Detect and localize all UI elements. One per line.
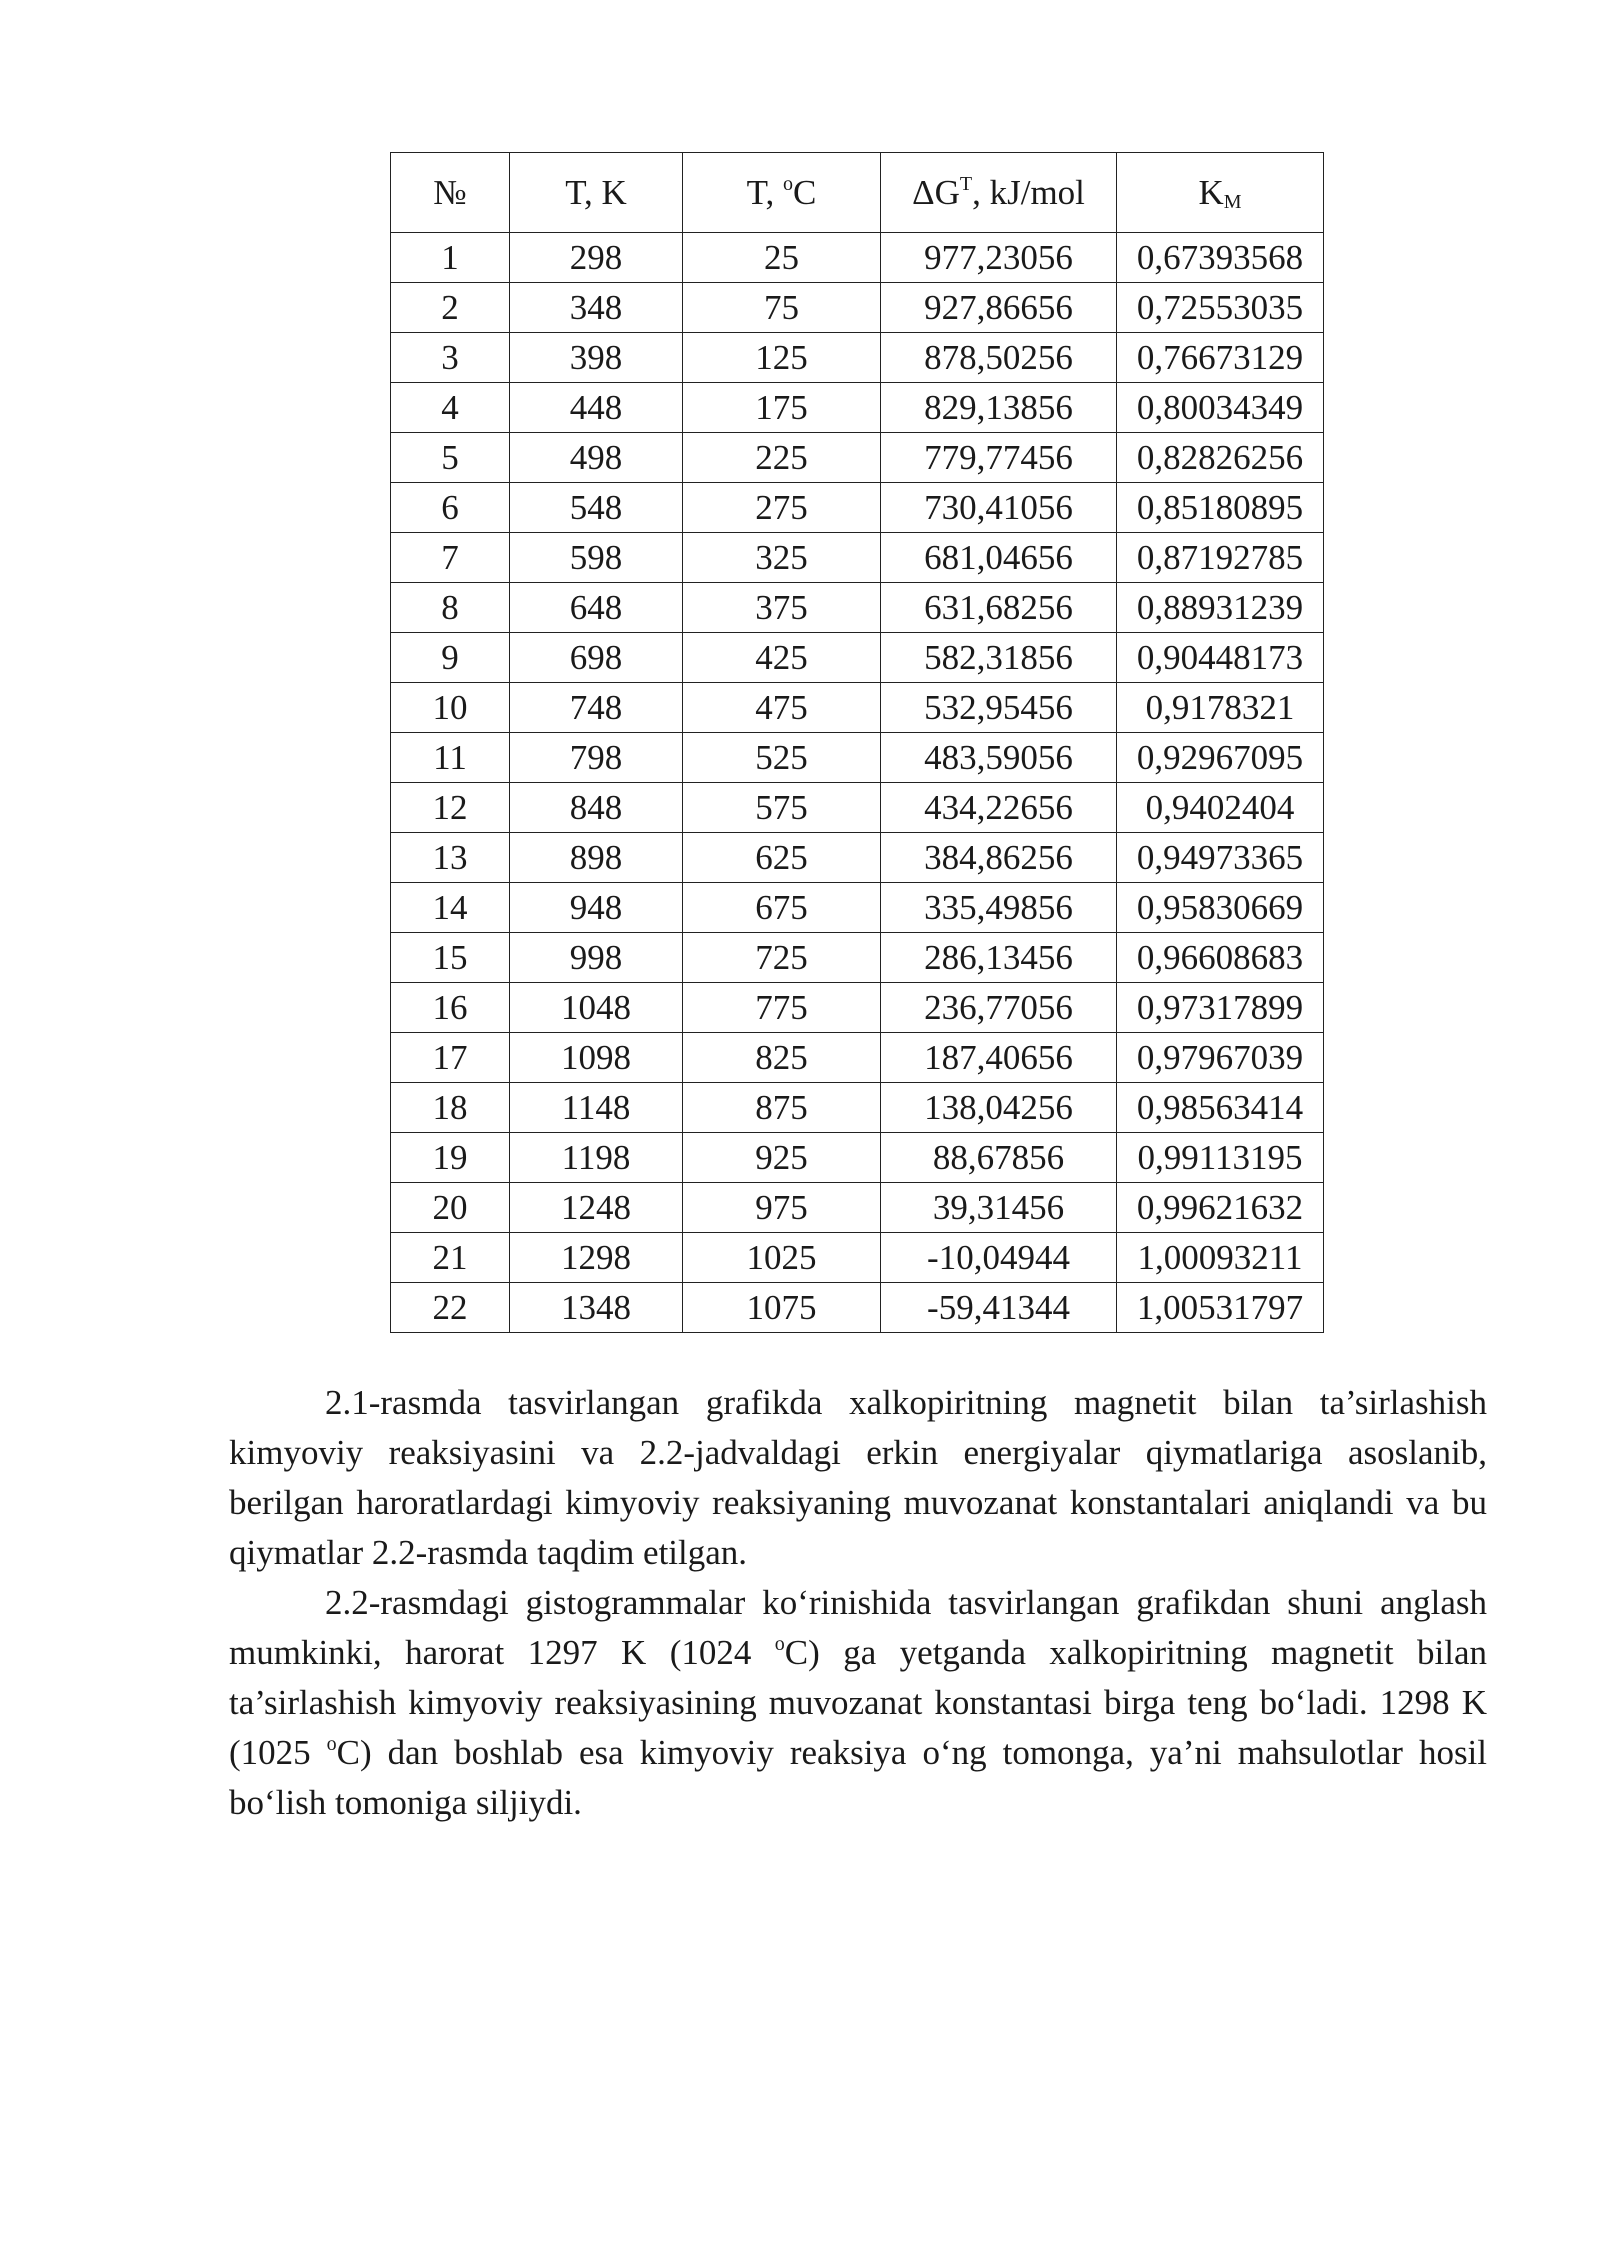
- cell-temperature-kelvin: 898: [510, 833, 683, 883]
- cell-temperature-celsius: 575: [683, 783, 881, 833]
- cell-equilibrium-constant: 0,97317899: [1117, 983, 1324, 1033]
- cell-temperature-kelvin: 348: [510, 283, 683, 333]
- cell-equilibrium-constant: 0,87192785: [1117, 533, 1324, 583]
- cell-equilibrium-constant: 0,98563414: [1117, 1083, 1324, 1133]
- cell-number: 3: [391, 333, 510, 383]
- table-row: [391, 983, 1324, 1033]
- cell-temperature-kelvin: 548: [510, 483, 683, 533]
- cell-temperature-celsius: 925: [683, 1133, 881, 1183]
- table-row: [391, 283, 1324, 333]
- cell-equilibrium-constant: 0,9178321: [1117, 683, 1324, 733]
- cell-gibbs-energy: 286,13456: [881, 933, 1117, 983]
- cell-number: 16: [391, 983, 510, 1033]
- cell-number: 10: [391, 683, 510, 733]
- table-header-row: [391, 153, 1324, 233]
- cell-temperature-kelvin: 698: [510, 633, 683, 683]
- header-tc-suffix: C: [792, 172, 817, 212]
- table-row: [391, 933, 1324, 983]
- header-dg-suffix: , kJ/mol: [972, 172, 1085, 212]
- cell-number: 7: [391, 533, 510, 583]
- cell-gibbs-energy: 582,31856: [881, 633, 1117, 683]
- cell-temperature-celsius: 325: [683, 533, 881, 583]
- header-km-main: K: [1198, 172, 1224, 212]
- cell-temperature-celsius: 125: [683, 333, 881, 383]
- cell-temperature-kelvin: 998: [510, 933, 683, 983]
- cell-gibbs-energy: 39,31456: [881, 1183, 1117, 1233]
- table-row: [391, 233, 1324, 283]
- table-row: [391, 1183, 1324, 1233]
- table-row: [391, 633, 1324, 683]
- cell-gibbs-energy: 335,49856: [881, 883, 1117, 933]
- cell-gibbs-energy: 829,13856: [881, 383, 1117, 433]
- cell-temperature-kelvin: 448: [510, 383, 683, 433]
- header-tc-degree: o: [782, 172, 793, 195]
- table-row: [391, 733, 1324, 783]
- cell-gibbs-energy: 681,04656: [881, 533, 1117, 583]
- cell-gibbs-energy: 532,95456: [881, 683, 1117, 733]
- cell-equilibrium-constant: 0,67393568: [1117, 233, 1324, 283]
- cell-temperature-kelvin: 748: [510, 683, 683, 733]
- table-row: [391, 433, 1324, 483]
- cell-number: 8: [391, 583, 510, 633]
- table-header: [391, 153, 1324, 233]
- cell-equilibrium-constant: 0,82826256: [1117, 433, 1324, 483]
- cell-temperature-celsius: 1075: [683, 1283, 881, 1333]
- table-row: [391, 1083, 1324, 1133]
- table-body: [391, 233, 1324, 1333]
- cell-equilibrium-constant: 0,80034349: [1117, 383, 1324, 433]
- cell-number: 11: [391, 733, 510, 783]
- table-row: [391, 583, 1324, 633]
- cell-temperature-kelvin: 598: [510, 533, 683, 583]
- cell-temperature-celsius: 275: [683, 483, 881, 533]
- cell-number: 2: [391, 283, 510, 333]
- cell-gibbs-energy: 631,68256: [881, 583, 1117, 633]
- header-dg-prefix: ΔG: [912, 172, 960, 212]
- cell-number: 17: [391, 1033, 510, 1083]
- paragraph-1-block: [229, 1378, 1487, 1578]
- cell-gibbs-energy: 927,86656: [881, 283, 1117, 333]
- table-row: [391, 533, 1324, 583]
- cell-temperature-celsius: 75: [683, 283, 881, 333]
- cell-equilibrium-constant: 0,88931239: [1117, 583, 1324, 633]
- cell-gibbs-energy: 88,67856: [881, 1133, 1117, 1183]
- cell-equilibrium-constant: 0,96608683: [1117, 933, 1324, 983]
- cell-temperature-kelvin: 948: [510, 883, 683, 933]
- cell-equilibrium-constant: 0,97967039: [1117, 1033, 1324, 1083]
- cell-equilibrium-constant: 0,99113195: [1117, 1133, 1324, 1183]
- header-temperature-kelvin: T, K: [510, 153, 683, 233]
- cell-equilibrium-constant: 0,85180895: [1117, 483, 1324, 533]
- table-row: [391, 833, 1324, 883]
- cell-temperature-celsius: 425: [683, 633, 881, 683]
- header-number: №: [391, 153, 510, 233]
- paragraph-2: [229, 1578, 1487, 1828]
- table-row: [391, 783, 1324, 833]
- cell-temperature-celsius: 25: [683, 233, 881, 283]
- table-row: [391, 883, 1324, 933]
- cell-temperature-kelvin: 1248: [510, 1183, 683, 1233]
- cell-number: 6: [391, 483, 510, 533]
- cell-temperature-kelvin: 1098: [510, 1033, 683, 1083]
- cell-equilibrium-constant: 0,94973365: [1117, 833, 1324, 883]
- cell-equilibrium-constant: 0,72553035: [1117, 283, 1324, 333]
- cell-temperature-kelvin: 1198: [510, 1133, 683, 1183]
- cell-number: 5: [391, 433, 510, 483]
- cell-gibbs-energy: 236,77056: [881, 983, 1117, 1033]
- table-row: [391, 683, 1324, 733]
- cell-number: 18: [391, 1083, 510, 1133]
- cell-gibbs-energy: 434,22656: [881, 783, 1117, 833]
- header-gibbs-energy: [881, 153, 1117, 233]
- table-row: [391, 1233, 1324, 1283]
- cell-temperature-celsius: 525: [683, 733, 881, 783]
- cell-gibbs-energy: 384,86256: [881, 833, 1117, 883]
- cell-number: 12: [391, 783, 510, 833]
- cell-temperature-celsius: 225: [683, 433, 881, 483]
- cell-gibbs-energy: 977,23056: [881, 233, 1117, 283]
- paragraph-2-block: [229, 1578, 1487, 1828]
- cell-number: 21: [391, 1233, 510, 1283]
- cell-equilibrium-constant: 1,00531797: [1117, 1283, 1324, 1333]
- cell-gibbs-energy: -59,41344: [881, 1283, 1117, 1333]
- header-temperature-celsius: [683, 153, 881, 233]
- cell-temperature-celsius: 775: [683, 983, 881, 1033]
- cell-number: 1: [391, 233, 510, 283]
- cell-temperature-celsius: 875: [683, 1083, 881, 1133]
- cell-temperature-kelvin: 1298: [510, 1233, 683, 1283]
- cell-number: 9: [391, 633, 510, 683]
- cell-gibbs-energy: 878,50256: [881, 333, 1117, 383]
- degree-sign-2: o: [326, 1733, 337, 1755]
- cell-gibbs-energy: -10,04944: [881, 1233, 1117, 1283]
- cell-temperature-celsius: 375: [683, 583, 881, 633]
- paragraph-2-part-3: C) dan boshlab esa kimyoviy reaksiya o‘ng tomonga, ya’ni mahsulotlar hosil bo‘lish tomoniga siljiydi.: [229, 1733, 1488, 1822]
- cell-temperature-kelvin: 498: [510, 433, 683, 483]
- cell-temperature-celsius: 975: [683, 1183, 881, 1233]
- table-row: [391, 1283, 1324, 1333]
- cell-temperature-celsius: 625: [683, 833, 881, 883]
- cell-number: 15: [391, 933, 510, 983]
- cell-equilibrium-constant: 0,76673129: [1117, 333, 1324, 383]
- cell-temperature-celsius: 175: [683, 383, 881, 433]
- cell-temperature-kelvin: 1348: [510, 1283, 683, 1333]
- cell-temperature-kelvin: 798: [510, 733, 683, 783]
- cell-gibbs-energy: 483,59056: [881, 733, 1117, 783]
- paragraph-2-part-2: C) ga yetganda xalkopiritning magnetit bilan ta’sirlashish kimyoviy reaksiyasining muvozanat konstantasi birga teng bo‘ladi. 1298 K (1025: [229, 1633, 1487, 1772]
- header-tc-prefix: T,: [746, 172, 783, 212]
- cell-gibbs-energy: 730,41056: [881, 483, 1117, 533]
- cell-temperature-kelvin: 1048: [510, 983, 683, 1033]
- cell-equilibrium-constant: 0,9402404: [1117, 783, 1324, 833]
- cell-equilibrium-constant: 1,00093211: [1117, 1233, 1324, 1283]
- cell-equilibrium-constant: 0,95830669: [1117, 883, 1324, 933]
- paragraph-1: 2.1-rasmda tasvirlangan grafikda xalkopiritning magnetit bilan ta’sirlashish kimyoviy reaksiyasini va 2.2-jadvaldagi erkin energiyalar qiymatlariga asoslanib, berilgan haroratlardagi kimyoviy reaksiyaning muvozanat konstantalari aniqlandi va bu qiymatlar 2.2-rasmda taqdim etilgan.: [229, 1383, 1487, 1572]
- header-dg-sup: T: [959, 172, 973, 195]
- cell-temperature-kelvin: 398: [510, 333, 683, 383]
- table-row: [391, 483, 1324, 533]
- cell-equilibrium-constant: 0,99621632: [1117, 1183, 1324, 1233]
- cell-number: 4: [391, 383, 510, 433]
- cell-temperature-kelvin: 1148: [510, 1083, 683, 1133]
- cell-temperature-kelvin: 648: [510, 583, 683, 633]
- cell-number: 14: [391, 883, 510, 933]
- cell-gibbs-energy: 138,04256: [881, 1083, 1117, 1133]
- cell-equilibrium-constant: 0,92967095: [1117, 733, 1324, 783]
- cell-number: 19: [391, 1133, 510, 1183]
- table-row: [391, 383, 1324, 433]
- cell-number: 13: [391, 833, 510, 883]
- header-equilibrium-constant: [1117, 153, 1324, 233]
- cell-temperature-celsius: 475: [683, 683, 881, 733]
- cell-temperature-celsius: 675: [683, 883, 881, 933]
- header-km-sub: M: [1223, 190, 1242, 213]
- paragraph-2-part-1: 2.2-rasmdagi gistogrammalar ko‘rinishida tasvirlangan grafikdan shuni anglash mumkinki, harorat 1297 K (1024: [229, 1583, 1487, 1672]
- cell-gibbs-energy: 187,40656: [881, 1033, 1117, 1083]
- cell-temperature-kelvin: 848: [510, 783, 683, 833]
- cell-number: 20: [391, 1183, 510, 1233]
- cell-temperature-celsius: 725: [683, 933, 881, 983]
- cell-equilibrium-constant: 0,90448173: [1117, 633, 1324, 683]
- cell-number: 22: [391, 1283, 510, 1333]
- cell-temperature-celsius: 1025: [683, 1233, 881, 1283]
- cell-temperature-kelvin: 298: [510, 233, 683, 283]
- table-row: [391, 1133, 1324, 1183]
- cell-gibbs-energy: 779,77456: [881, 433, 1117, 483]
- cell-temperature-celsius: 825: [683, 1033, 881, 1083]
- table-row: [391, 1033, 1324, 1083]
- data-table: [390, 152, 1324, 1333]
- table-row: [391, 333, 1324, 383]
- degree-sign-1: o: [774, 1633, 785, 1655]
